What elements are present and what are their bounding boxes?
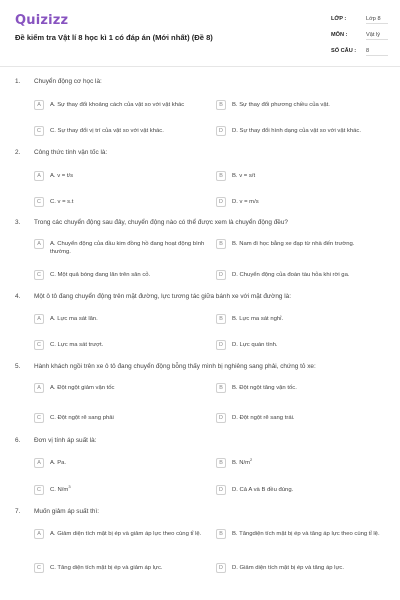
question-text: Hành khách ngồi trên xe ô tô đang chuyển động bỗng thấy mình bị nghiêng sang phải, chứng tỏ xe: [34,363,316,370]
option-text [232,101,390,109]
option-letter-box: B [216,314,226,324]
option-letter-box: C [34,413,44,423]
option-letter-box: A [34,529,44,539]
option-letter-box: C [34,485,44,495]
question-number: 3. [15,219,21,226]
option-text-content: C. Tăng diện tích mặt bị ép và giảm áp lực. [50,565,163,571]
question-text: Công thức tính vận tốc là: [34,149,108,156]
option-letter-box: D [216,563,226,573]
meta-label-subject: MÔN : [331,32,348,38]
option-letter-box: B [216,458,226,468]
question-text: Muốn giảm áp suất thì: [34,508,100,515]
question-number: 7. [15,508,21,515]
option-letter-box: A [34,239,44,249]
option-letter-box: B [216,100,226,110]
option-text [50,172,208,180]
question-number: 4. [15,293,21,300]
option-text-content: A. v = t/s [50,173,74,179]
option-text-content: D. Chuyển động của đoàn tàu hỏa khi rời ga. [232,272,350,278]
option-text [50,486,208,494]
option-text [232,486,390,494]
option-letter-box: C [34,197,44,207]
option-text-content: A. Pa. [50,460,67,466]
question-number: 1. [15,78,21,85]
option-letter-box: A [34,314,44,324]
option-letter-box: D [216,340,226,350]
document-header [0,0,400,64]
question-text: Chuyển động cơ học là: [34,78,102,85]
option-text-content: A. Giảm diện tích mặt bị ép và giảm áp lực theo cùng tỉ lệ. [50,531,202,537]
option-text [232,240,390,248]
option-text-content: C. Lực ma sát trượt. [50,342,104,348]
option-text [50,414,208,422]
quizizz-logo: Quizizz [15,13,69,28]
option-text-content: C. Một quả bóng đang lăn trên sân cỏ. [50,272,151,278]
meta-value-class: Lớp 8 [366,16,388,24]
option-letter-box: B [216,383,226,393]
option-letter-box: B [216,239,226,249]
meta-value-subject: Vật lý [366,32,388,40]
option-text [232,172,390,180]
option-letter-box: B [216,529,226,539]
option-text [232,459,390,467]
option-text [50,198,208,206]
meta-label-class: LỚP : [331,16,347,22]
question-text: Đơn vị tính áp suất là: [34,437,97,444]
option-text [50,127,208,135]
option-letter-box: A [34,100,44,110]
option-letter-box: C [34,563,44,573]
option-text-content: B. v = s/t [232,173,256,179]
question-number: 6. [15,437,21,444]
option-text [232,315,390,323]
option-letter-box: D [216,413,226,423]
option-letter-box: D [216,270,226,280]
option-text-content: A. Lực ma sát lăn. [50,316,98,322]
option-text-content: B. Sự thay đổi phương chiều của vật. [232,102,330,108]
question-number: 2. [15,149,21,156]
option-superscript: 2 [250,457,253,463]
option-letter-box: B [216,171,226,181]
option-letter-box: D [216,485,226,495]
option-text-content: B. N/m [232,460,250,466]
option-letter-box: A [34,171,44,181]
option-text [232,341,390,349]
option-text-content: B. Lực ma sát nghỉ. [232,316,284,322]
option-text-content: C. v = s.t [50,199,74,205]
question-text: Trong các chuyển động sau đây, chuyển động nào có thể được xem là chuyển động đều? [34,219,288,226]
option-letter-box: D [216,126,226,136]
header-divider [0,66,400,67]
option-text-content: C. N/m [50,487,69,493]
option-text [50,271,208,279]
option-letter-box: C [34,270,44,280]
option-text-content: C. Đột ngột rẽ sang phải [50,415,114,421]
option-text-content: D. Cả A và B đều đúng. [232,487,294,493]
option-text-content: A. Đột ngột giảm vận tốc [50,385,115,391]
option-text-content: B. Đột ngột tăng vận tốc. [232,385,297,391]
meta-value-question-count: 8 [366,48,388,56]
option-text [50,341,208,349]
option-text [50,564,208,572]
option-text [232,384,390,392]
option-text [50,101,208,109]
option-text [232,271,390,279]
question-text: Một ô tô đang chuyển động trên mặt đường, lực tương tác giữa bánh xe với mặt đường là: [34,293,291,300]
option-text-content: B. Nam đi học bằng xe đạp từ nhà đến trường. [232,241,355,247]
option-text-content: C. Sự thay đổi vị trí của vật so với vật khác. [50,128,164,134]
option-text-content: D. Giảm diện tích mặt bị ép và tăng áp lực. [232,565,344,571]
option-text-content: A. Sự thay đổi khoảng cách của vật so với vật khác [50,102,185,108]
option-text [232,530,390,538]
option-letter-box: D [216,197,226,207]
option-text [50,459,208,467]
document-title: Đề kiểm tra Vật lí 8 học kì 1 có đáp án (Mới nhất) (Đề 8) [15,33,213,42]
option-text-content: D. Đột ngột rẽ sang trái. [232,415,295,421]
option-text [50,530,208,538]
option-text [50,384,208,392]
meta-label-question-count: SỐ CÂU : [331,48,357,54]
option-text [232,198,390,206]
option-text [50,315,208,323]
option-text [232,127,390,135]
option-letter-box: C [34,126,44,136]
option-letter-box: A [34,458,44,468]
option-text [232,414,390,422]
option-text [232,564,390,572]
option-letter-box: A [34,383,44,393]
option-text-content: D. Lực quán tính. [232,342,278,348]
option-text-content: B. Tăngdiện tích mặt bị ép và tăng áp lực theo cùng tỉ lệ. [232,531,380,537]
option-letter-box: C [34,340,44,350]
option-text-content: D. Sự thay đổi hình dạng của vật so với vật khác. [232,128,361,134]
option-text [50,240,208,256]
option-superscript: 3 [68,484,71,490]
option-text-content: D. v = m/s [232,199,259,205]
option-text-content: A. Chuyển động của đầu kim đồng hồ đang hoạt động bình thường. [50,241,205,255]
question-number: 5. [15,363,21,370]
